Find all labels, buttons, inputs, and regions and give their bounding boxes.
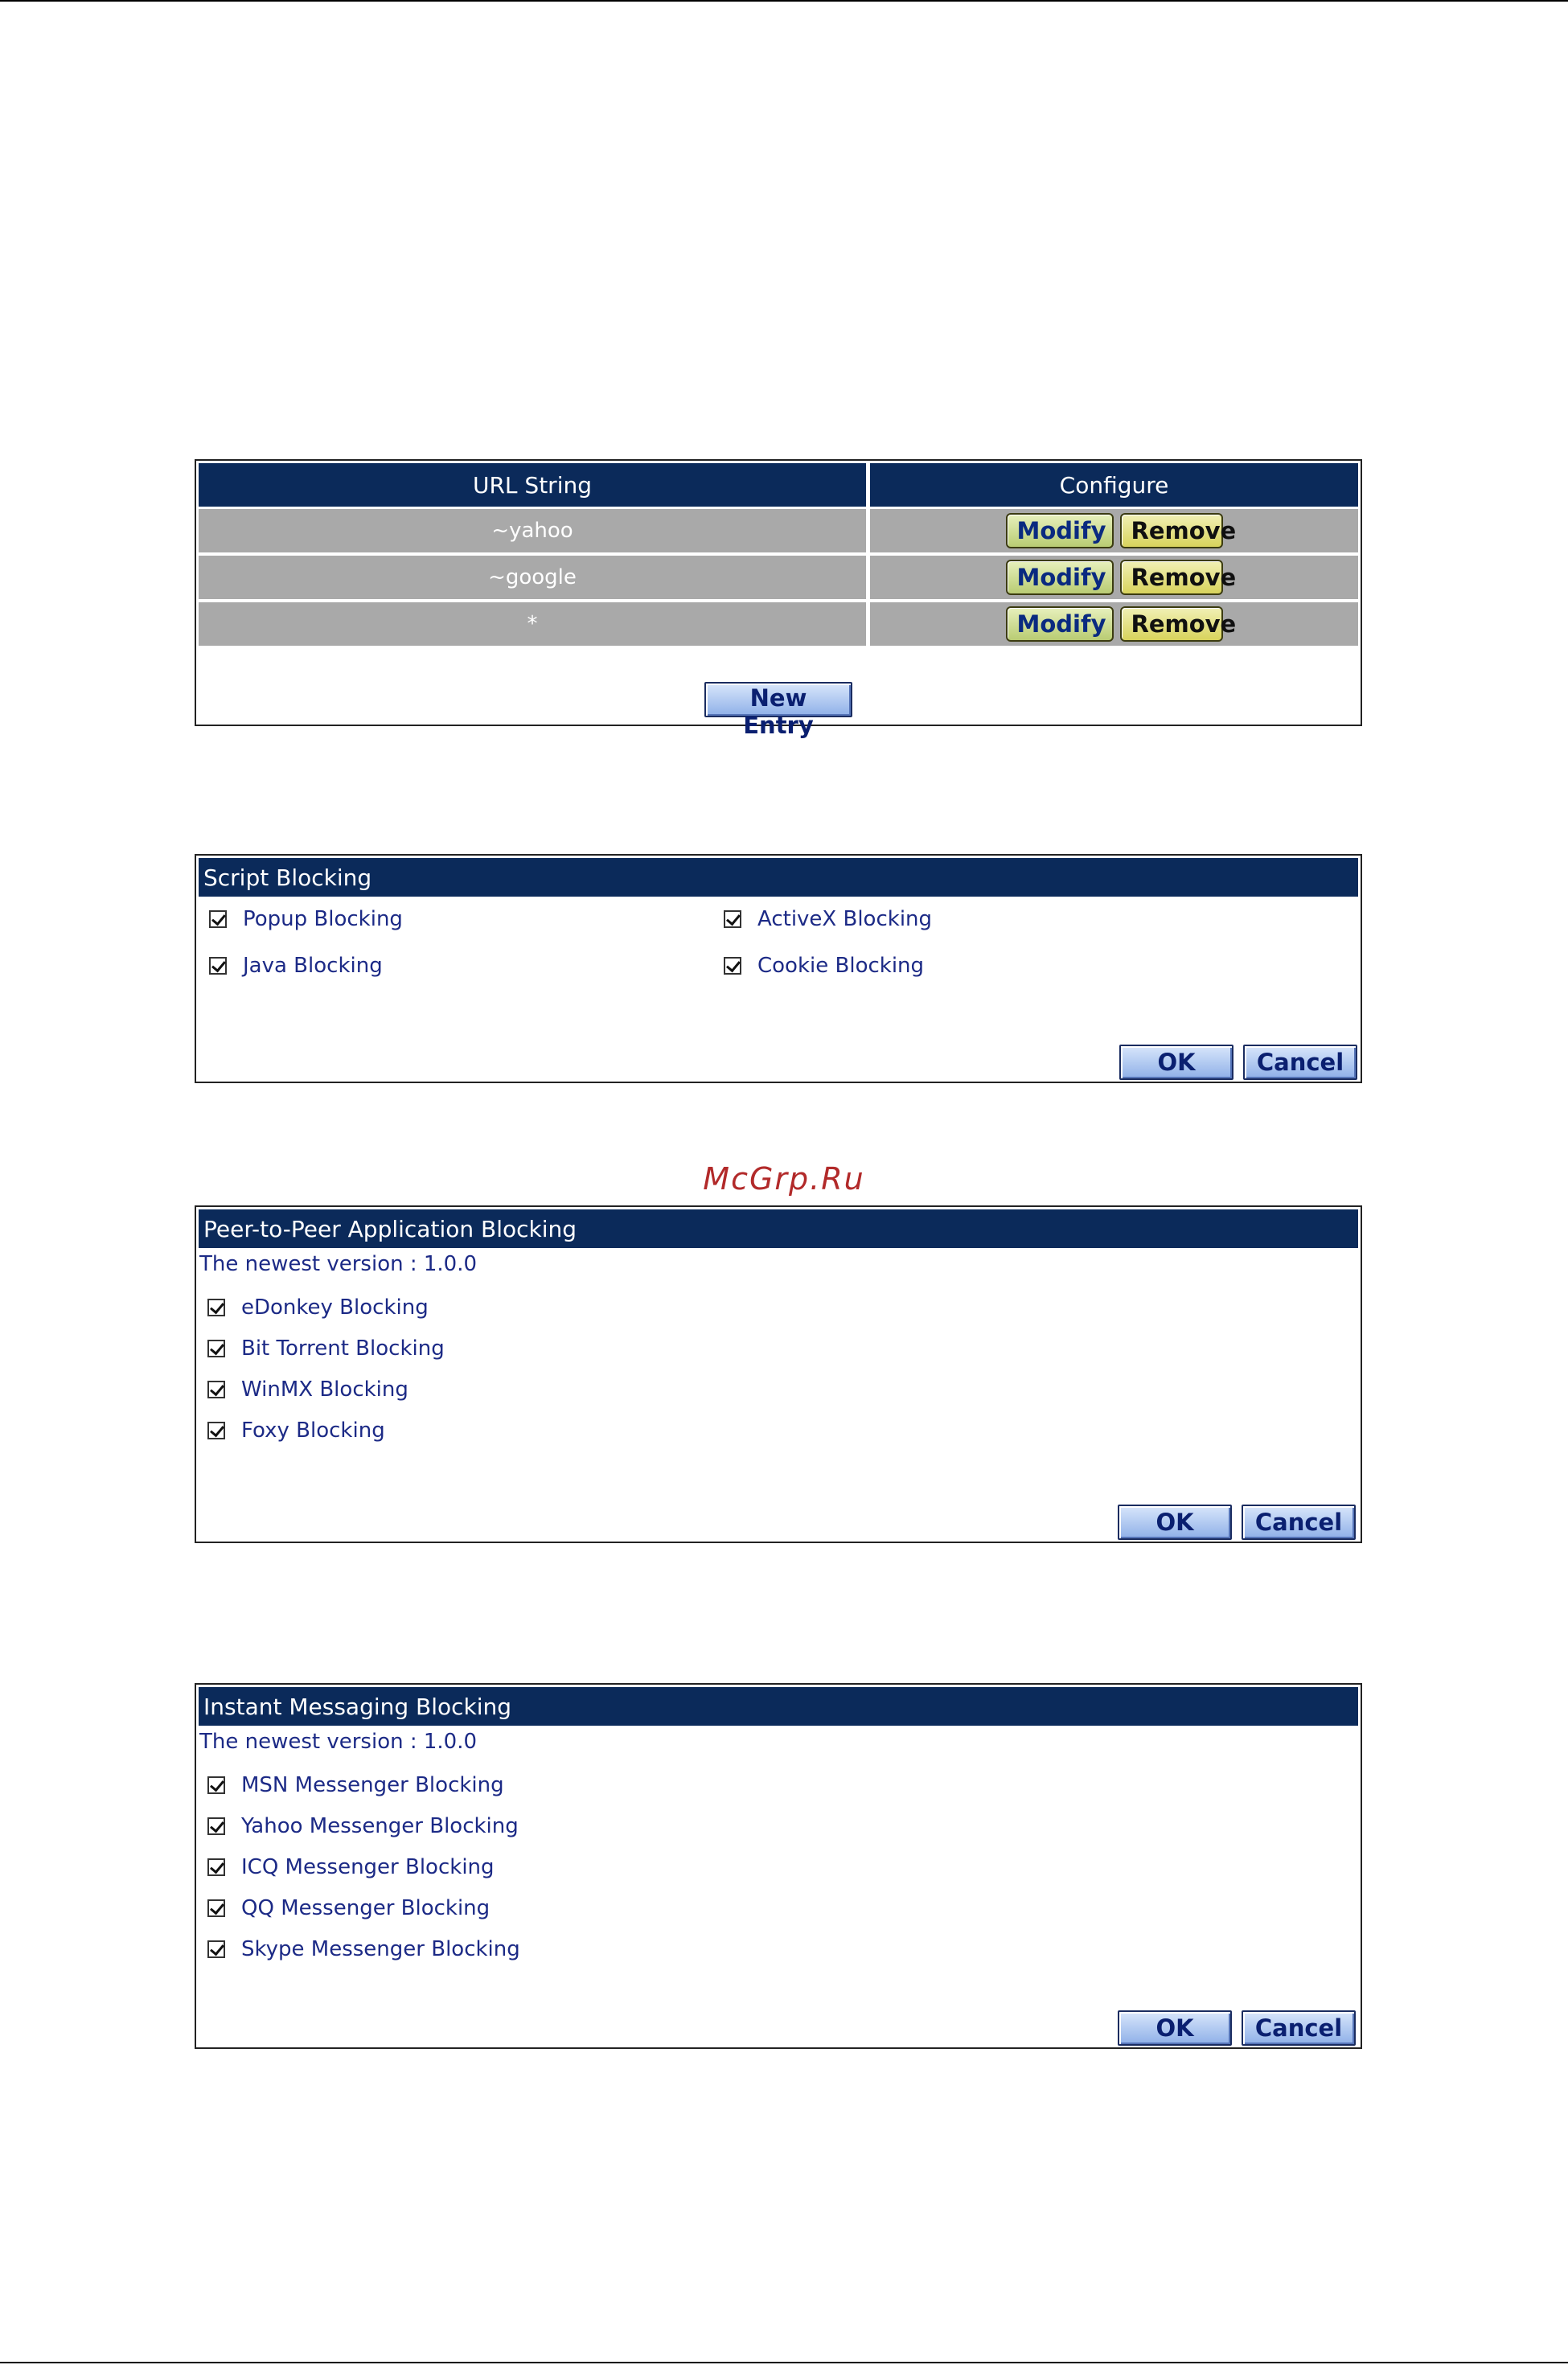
url-string-cell: ~yahoo bbox=[199, 509, 866, 552]
option-label: Cookie Blocking bbox=[757, 954, 925, 978]
option-label: Skype Messenger Blocking bbox=[241, 1937, 520, 1961]
edonkey-blocking-option bbox=[207, 1295, 429, 1320]
option-label: QQ Messenger Blocking bbox=[241, 1896, 491, 1920]
popup-blocking-option bbox=[209, 907, 403, 931]
modify-button[interactable]: Modify bbox=[1006, 513, 1114, 548]
activex-blocking-checkbox[interactable] bbox=[724, 910, 741, 928]
url-string-cell: ~google bbox=[199, 556, 866, 599]
java-blocking-option bbox=[209, 954, 383, 978]
option-label: Java Blocking bbox=[243, 954, 383, 978]
bottom-rule bbox=[0, 2362, 1568, 2363]
panel-title: Script Blocking bbox=[199, 858, 1358, 897]
configure-cell bbox=[870, 509, 1358, 552]
qq-messenger-blocking-checkbox[interactable] bbox=[207, 1899, 225, 1917]
version-text: The newest version : 1.0.0 bbox=[199, 1252, 478, 1276]
option-label: Popup Blocking bbox=[243, 907, 403, 931]
winmx-blocking-checkbox[interactable] bbox=[207, 1381, 225, 1398]
modify-button[interactable]: Modify bbox=[1006, 606, 1114, 642]
option-label: eDonkey Blocking bbox=[241, 1295, 429, 1320]
option-label: ICQ Messenger Blocking bbox=[241, 1855, 495, 1879]
msn-messenger-blocking-checkbox[interactable] bbox=[207, 1776, 225, 1794]
skype-messenger-blocking-checkbox[interactable] bbox=[207, 1940, 225, 1958]
edonkey-blocking-checkbox[interactable] bbox=[207, 1299, 225, 1316]
cookie-blocking-checkbox[interactable] bbox=[724, 957, 741, 975]
foxy-blocking-option bbox=[207, 1419, 385, 1443]
activex-blocking-option bbox=[724, 907, 932, 931]
cancel-button[interactable]: Cancel bbox=[1242, 2010, 1356, 2046]
bittorrent-blocking-option bbox=[207, 1336, 445, 1361]
panel-title: Peer-to-Peer Application Blocking bbox=[199, 1209, 1358, 1248]
im-blocking-panel bbox=[195, 1683, 1362, 2049]
configure-cell bbox=[870, 556, 1358, 599]
ok-button[interactable]: OK bbox=[1118, 1505, 1232, 1540]
icq-messenger-blocking-checkbox[interactable] bbox=[207, 1858, 225, 1876]
column-header-configure: Configure bbox=[870, 463, 1358, 507]
modify-button[interactable]: Modify bbox=[1006, 560, 1114, 595]
yahoo-messenger-blocking-checkbox[interactable] bbox=[207, 1817, 225, 1835]
ok-button[interactable]: OK bbox=[1118, 2010, 1232, 2046]
bittorrent-blocking-checkbox[interactable] bbox=[207, 1340, 225, 1357]
table-row bbox=[199, 509, 1358, 552]
popup-blocking-checkbox[interactable] bbox=[209, 910, 227, 928]
cancel-button[interactable]: Cancel bbox=[1243, 1045, 1357, 1080]
p2p-blocking-panel bbox=[195, 1205, 1362, 1543]
option-label: ActiveX Blocking bbox=[757, 907, 933, 931]
icq-messenger-blocking-option bbox=[207, 1855, 495, 1879]
table-row bbox=[199, 602, 1358, 646]
new-entry-button[interactable]: New Entry bbox=[704, 682, 852, 717]
column-header-url-string: URL String bbox=[199, 463, 866, 507]
script-blocking-panel bbox=[195, 854, 1362, 1083]
cookie-blocking-option bbox=[724, 954, 924, 978]
top-rule bbox=[0, 0, 1568, 2]
skype-messenger-blocking-option bbox=[207, 1937, 520, 1961]
option-label: Yahoo Messenger Blocking bbox=[241, 1814, 519, 1838]
yahoo-messenger-blocking-option bbox=[207, 1814, 519, 1838]
option-label: MSN Messenger Blocking bbox=[241, 1773, 504, 1797]
remove-button[interactable]: Remove bbox=[1120, 560, 1223, 595]
table-row bbox=[199, 556, 1358, 599]
winmx-blocking-option bbox=[207, 1377, 408, 1402]
panel-title: Instant Messaging Blocking bbox=[199, 1687, 1358, 1726]
url-filter-table bbox=[195, 459, 1362, 739]
configure-cell bbox=[870, 602, 1358, 646]
cancel-button[interactable]: Cancel bbox=[1242, 1505, 1356, 1540]
msn-messenger-blocking-option bbox=[207, 1773, 504, 1797]
option-label: Foxy Blocking bbox=[241, 1419, 385, 1443]
foxy-blocking-checkbox[interactable] bbox=[207, 1422, 225, 1439]
url-string-cell: * bbox=[199, 602, 866, 646]
table-header-row bbox=[199, 463, 1358, 507]
option-label: WinMX Blocking bbox=[241, 1377, 408, 1402]
remove-button[interactable]: Remove bbox=[1120, 513, 1223, 548]
remove-button[interactable]: Remove bbox=[1120, 606, 1223, 642]
ok-button[interactable]: OK bbox=[1119, 1045, 1233, 1080]
qq-messenger-blocking-option bbox=[207, 1896, 490, 1920]
watermark: McGrp.Ru bbox=[703, 1161, 865, 1197]
java-blocking-checkbox[interactable] bbox=[209, 957, 227, 975]
version-text: The newest version : 1.0.0 bbox=[199, 1730, 478, 1754]
option-label: Bit Torrent Blocking bbox=[241, 1336, 445, 1361]
